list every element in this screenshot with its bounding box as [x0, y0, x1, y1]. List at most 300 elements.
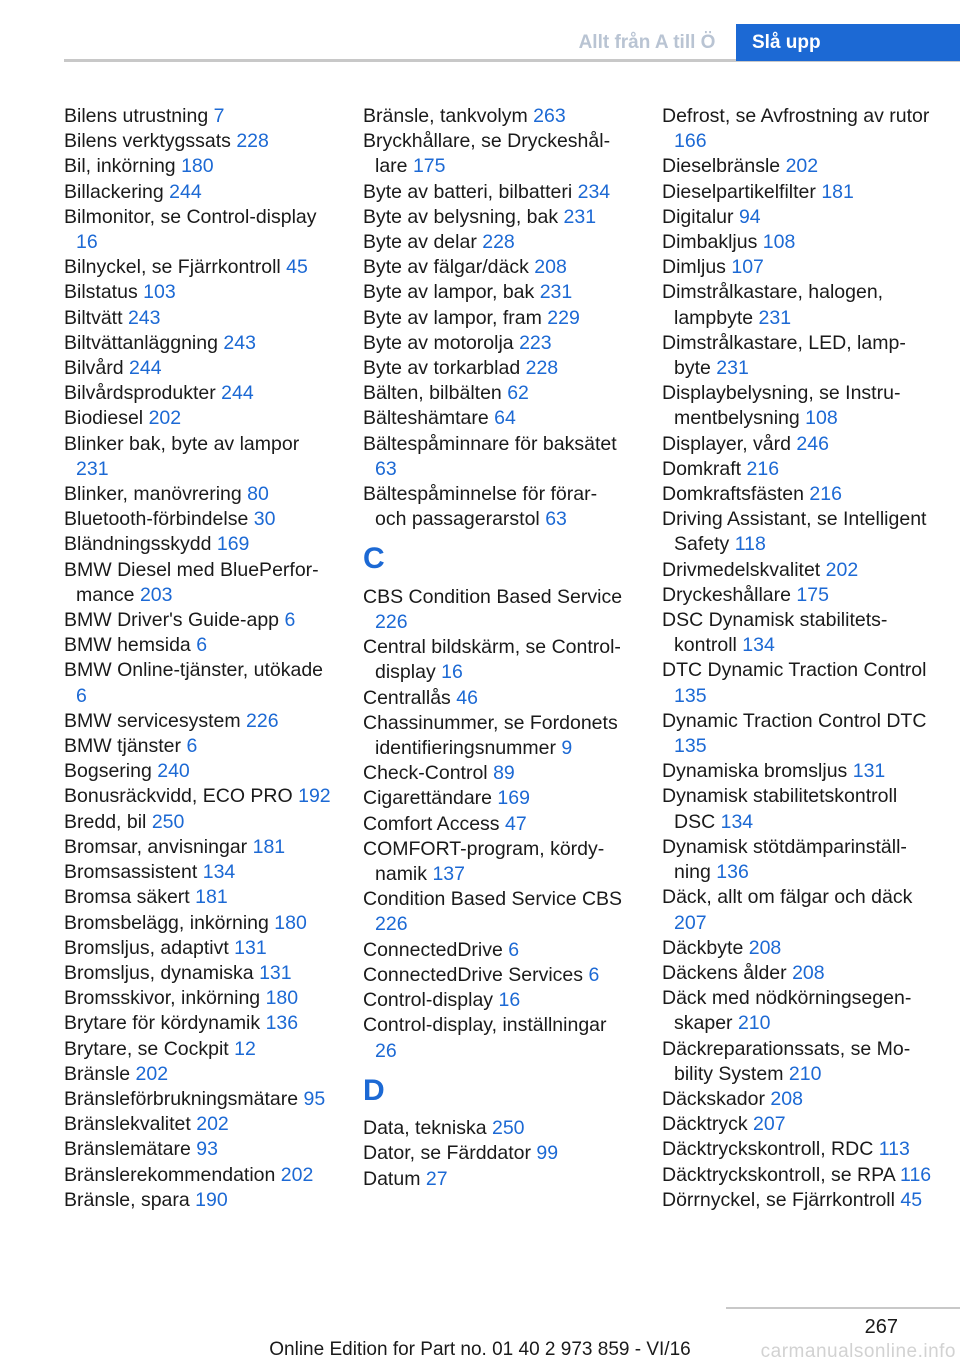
index-entry [363, 585, 633, 635]
index-entry [662, 608, 934, 658]
page-link[interactable]: 202 [135, 1062, 169, 1085]
page-link[interactable]: 6 [186, 735, 198, 758]
index-entry [363, 1013, 633, 1063]
page-link[interactable]: 216 [746, 457, 780, 480]
index-entry [64, 1137, 334, 1162]
page-link[interactable]: 169 [497, 787, 530, 810]
index-entry [363, 635, 633, 685]
page-link[interactable]: 166 [674, 130, 707, 153]
index-entry [363, 963, 633, 988]
page-link[interactable]: 135 [674, 735, 707, 758]
page-link[interactable]: 192 [298, 785, 331, 808]
index-entry [363, 1116, 633, 1141]
index-term: Brytare, se Cockpit [64, 1037, 229, 1060]
page-link[interactable]: 6 [508, 938, 520, 961]
index-entry [64, 633, 334, 658]
index-term: Bilvård [64, 357, 124, 380]
index-entry [363, 255, 633, 280]
page-link[interactable]: 134 [742, 634, 775, 657]
index-column-3 [662, 104, 934, 1213]
index-term: Centrallås [363, 686, 451, 709]
index-entry [64, 1188, 334, 1213]
index-term: Control-display [363, 989, 494, 1012]
index-entry [662, 432, 934, 457]
index-entry [363, 180, 633, 205]
index-term: Byte av batteri, bilbatteri [363, 180, 573, 203]
index-term: Displaybelysning, se Instrumentbelysning [662, 382, 901, 430]
index-term: Bogsering [64, 760, 152, 783]
page-link[interactable]: 202 [196, 1113, 229, 1136]
index-term: Däck, allt om fälgar och däck [662, 886, 913, 909]
index-term: Bälten, bilbälten [363, 382, 502, 405]
index-term: Data, tekniska [363, 1117, 487, 1140]
index-term: Däck med nödkörningsegenskaper [662, 987, 912, 1035]
index-term: Datum [363, 1167, 421, 1190]
index-entry [64, 1087, 334, 1112]
page-link[interactable]: 134 [720, 810, 754, 833]
index-entry [64, 406, 334, 431]
page-link[interactable]: 137 [432, 863, 465, 886]
index-term: Däcktryck [662, 1113, 748, 1136]
page-link[interactable]: 181 [252, 835, 286, 858]
page-link[interactable]: 231 [716, 357, 749, 380]
index-entry [662, 1137, 934, 1162]
index-term: Domkraft [662, 457, 742, 480]
index-term: Bilstatus [64, 281, 138, 304]
index-entry [64, 255, 334, 280]
index-entry [64, 104, 334, 129]
index-term: Bältespåminnelse för förar- och passagerarstol [363, 483, 598, 531]
index-term: Biodiesel [64, 407, 144, 430]
index-entry [363, 381, 633, 406]
index-term: Dimljus [662, 256, 726, 279]
page-link[interactable]: 208 [534, 256, 567, 279]
page-number: 267 [864, 1316, 898, 1338]
index-term: Dynamic Traction Control DTC [662, 709, 927, 732]
page-link[interactable]: 250 [151, 810, 185, 833]
page-link[interactable]: 208 [792, 961, 825, 984]
index-entry [64, 356, 334, 381]
index-term: Bilvårdsprodukter [64, 382, 216, 405]
index-term: Bromsbelägg, inkörning [64, 911, 269, 934]
index-term: Däckreparationssats, se Mobility System [662, 1037, 911, 1085]
page-link[interactable]: 180 [265, 987, 299, 1010]
index-term: Condition Based Service CBS [363, 888, 623, 911]
page-link[interactable]: 64 [494, 407, 516, 430]
index-entry [363, 482, 633, 532]
page-link[interactable]: 63 [375, 457, 397, 480]
index-term: Comfort Access [363, 812, 500, 835]
index-term: Bländningsskydd [64, 533, 212, 556]
index-entry [64, 608, 334, 633]
page-link[interactable]: 263 [533, 105, 566, 127]
index-entry [64, 432, 334, 482]
page-link[interactable]: 45 [286, 256, 308, 279]
index-entry [662, 1188, 934, 1213]
index-entry [662, 558, 934, 583]
index-entry [363, 104, 633, 129]
index-entry [662, 230, 934, 255]
page-link[interactable]: 46 [456, 686, 478, 709]
index-term: BMW Diesel med BluePerformance [64, 558, 319, 606]
index-term: Dynamisk stötdämparinställning [662, 835, 907, 884]
index-entry [662, 658, 934, 708]
index-column-1 [64, 104, 334, 1213]
index-entry [662, 1087, 934, 1112]
index-entry [64, 280, 334, 305]
index-term: Control-display, inställningar [363, 1014, 607, 1037]
index-entry [662, 885, 934, 935]
index-term: Driving Assistant, se Intelligent Safety [662, 508, 927, 556]
page-link[interactable]: 208 [770, 1087, 803, 1110]
watermark: carmanualsonline.info [760, 1341, 956, 1362]
page-link[interactable]: 93 [196, 1138, 218, 1161]
page-link[interactable]: 223 [519, 331, 552, 354]
edition-note: Online Edition for Part no. 01 40 2 973 859 - VI/16 [269, 1339, 691, 1360]
page-link[interactable]: 210 [737, 1012, 771, 1035]
index-term: Dörrnyckel, se Fjärrkontroll [662, 1188, 895, 1211]
index-term: Byte av fälgar/däck [363, 256, 529, 279]
index-entry [64, 759, 334, 784]
page-link[interactable]: 118 [734, 533, 766, 556]
index-entry [64, 558, 334, 608]
index-term: Dimbakljus [662, 231, 758, 254]
page-link[interactable]: 202 [825, 558, 859, 581]
index-term: Bränsleförbrukningsmätare [64, 1087, 299, 1110]
index-term: Byte av lampor, bak [363, 281, 535, 304]
page-link[interactable]: 244 [169, 180, 202, 203]
index-entry [64, 911, 334, 936]
index-entry [662, 381, 934, 431]
page-link[interactable]: 202 [785, 155, 819, 178]
index-entry [363, 432, 633, 482]
index-entry [363, 761, 633, 786]
page-link[interactable]: 131 [852, 760, 886, 783]
index-entry [64, 709, 334, 734]
index-term: Bromsskivor, inkörning [64, 987, 261, 1010]
page-link[interactable]: 180 [181, 155, 214, 178]
page-link[interactable]: 27 [425, 1167, 448, 1190]
page-link[interactable]: 207 [674, 911, 707, 934]
page-link[interactable]: 6 [76, 684, 87, 707]
index-entry [363, 711, 633, 761]
index-entry [662, 961, 934, 986]
index-entry [662, 280, 934, 330]
section-letter: C [363, 542, 385, 576]
index-entry [64, 885, 334, 910]
index-term: Dryckeshållare [662, 583, 791, 606]
page-link[interactable]: 16 [441, 661, 463, 684]
page-link[interactable]: 202 [148, 407, 182, 430]
index-entry [64, 986, 334, 1011]
index-term: Bränslekvalitet [64, 1113, 191, 1136]
index-term: Byte av motorolja [363, 331, 514, 354]
index-entry [64, 154, 334, 179]
index-term: Bälteshämtare [363, 407, 489, 430]
index-term: Bältespåminnare för baksätet [363, 432, 617, 455]
index-column-2 [363, 104, 633, 1192]
index-entry [662, 457, 934, 482]
page-link[interactable]: 116 [900, 1163, 932, 1186]
index-term: BMW tjänster [64, 735, 182, 758]
index-entry [662, 1112, 934, 1137]
index-entry [64, 1163, 334, 1188]
index-term: Byte av torkarblad [363, 357, 521, 380]
index-term: Bilens utrustning [64, 105, 209, 127]
page-link[interactable]: 202 [280, 1163, 314, 1186]
index-entry [662, 255, 934, 280]
index-entry [363, 356, 633, 381]
page-link[interactable]: 16 [498, 989, 521, 1012]
index-entry [64, 381, 334, 406]
page-link[interactable]: 136 [716, 861, 749, 884]
index-term: Digitalur [662, 205, 734, 228]
index-term: Billackering [64, 180, 164, 203]
index-term: Biltvättanläggning [64, 331, 218, 354]
page-link[interactable]: 210 [788, 1062, 822, 1085]
index-term: Dieselbränsle [662, 155, 781, 178]
page-link[interactable]: 244 [221, 382, 254, 405]
index-term: Bredd, bil [64, 810, 147, 833]
index-entry [64, 784, 334, 809]
page-link[interactable]: 169 [216, 533, 250, 556]
index-term: COMFORT-program, kördynamik [363, 837, 605, 886]
index-term: Bränsle, spara [64, 1188, 190, 1211]
index-entry [64, 532, 334, 557]
index-term: Central bildskärm, se Control-display [363, 636, 621, 684]
index-term: Bränslerekommendation [64, 1163, 276, 1186]
index-entry [363, 1141, 633, 1166]
index-term: DTC Dynamic Traction Control [662, 659, 927, 682]
index-term: Dimstrålkastare, halogen, lampbyte [662, 281, 884, 329]
section-letter: D [363, 1073, 385, 1107]
index-entry [64, 1011, 334, 1036]
page-link[interactable]: 107 [731, 256, 764, 279]
page-link[interactable]: 99 [536, 1142, 559, 1165]
index-entry [662, 759, 934, 784]
index-entry [363, 837, 633, 887]
page-link[interactable]: 47 [504, 812, 527, 835]
page-link[interactable]: 243 [127, 306, 161, 329]
index-entry [363, 786, 633, 811]
index-entry [363, 280, 633, 305]
page-link[interactable]: 103 [143, 281, 176, 304]
index-term: Bromsljus, dynamiska [64, 961, 254, 984]
tab-sla-upp[interactable]: Slå upp [736, 24, 960, 61]
index-term: Chassinummer, se Fordonets identifieringsnummer [363, 711, 618, 760]
page-link[interactable]: 113 [878, 1138, 910, 1161]
page-link[interactable]: 131 [259, 961, 292, 984]
index-term: BMW servicesystem [64, 709, 241, 732]
index-entry [662, 936, 934, 961]
page-link[interactable]: 244 [129, 357, 162, 380]
index-entry [363, 406, 633, 431]
index-term: Dator, se Färddator [363, 1142, 531, 1165]
page-link[interactable]: 45 [900, 1188, 923, 1211]
index-term: Byte av delar [363, 231, 477, 254]
page-link[interactable]: 62 [507, 382, 529, 405]
index-entry [662, 784, 934, 834]
page-link[interactable]: 231 [76, 457, 109, 480]
page-link[interactable]: 226 [375, 913, 408, 936]
page-link[interactable]: 108 [762, 231, 796, 254]
footer-rule [726, 1307, 960, 1309]
page-link[interactable]: 175 [412, 155, 446, 178]
index-term: Drivmedelskvalitet [662, 558, 821, 581]
index-term: Bränsle [64, 1062, 131, 1085]
index-entry [662, 104, 934, 154]
index-term: Blinker bak, byte av lampor [64, 432, 300, 455]
index-term: Bluetooth-förbindelse [64, 508, 249, 531]
index-term: CBS Condition Based Service [363, 585, 623, 608]
page-link[interactable]: 16 [76, 231, 98, 254]
page-link[interactable]: 243 [223, 331, 256, 354]
index-term: Däcktryckskontroll, RDC [662, 1138, 874, 1161]
page-link[interactable]: 228 [482, 231, 515, 254]
page-link[interactable]: 12 [234, 1037, 256, 1060]
index-term: Byte av belysning, bak [363, 205, 559, 228]
page-link[interactable]: 231 [563, 205, 597, 228]
index-term: Displayer, vård [662, 432, 791, 455]
page-link[interactable]: 246 [796, 432, 829, 455]
index-entry [363, 988, 633, 1013]
index-term: Dynamiska bromsljus [662, 760, 848, 783]
index-entry [662, 986, 934, 1036]
index-term: Däckens ålder [662, 961, 787, 984]
index-term: Bonusräckvidd, ECO PRO [64, 785, 293, 808]
index-entry [64, 835, 334, 860]
index-entry [64, 205, 334, 255]
page-link[interactable]: 80 [247, 483, 269, 506]
page-link[interactable]: 226 [375, 611, 408, 634]
page-link[interactable]: 234 [577, 180, 611, 203]
index-term: Bromsa säkert [64, 886, 190, 909]
index-term: Cigarettändare [363, 787, 492, 810]
index-entry [64, 482, 334, 507]
index-term: BMW Driver's Guide-app [64, 609, 280, 632]
page-link[interactable]: 6 [284, 609, 296, 632]
tab-allt-fran-a-till-o[interactable]: Allt från A till Ö [578, 31, 716, 53]
page-link[interactable]: 229 [547, 306, 580, 329]
page-link[interactable]: 136 [265, 1012, 299, 1035]
index-term: Bilens verktygssats [64, 130, 231, 153]
index-entry [64, 658, 334, 708]
page-link[interactable]: 181 [821, 180, 854, 203]
index-term: Domkraftsfästen [662, 483, 804, 506]
page-link[interactable]: 240 [157, 760, 190, 783]
page-link[interactable]: 208 [748, 936, 782, 959]
index-entry [64, 180, 334, 205]
index-term: Bromsar, anvisningar [64, 835, 248, 858]
index-term: Bromsassistent [64, 861, 198, 884]
index-entry [363, 331, 633, 356]
page-link[interactable]: 207 [753, 1113, 786, 1136]
index-term: Bilmonitor, se Control-display [64, 205, 317, 228]
index-entry [363, 887, 633, 937]
index-term: Defrost, se Avfrostning av rutor [662, 105, 930, 127]
page-link[interactable]: 63 [545, 508, 567, 531]
index-term: Dieselpartikelfilter [662, 180, 816, 203]
index-term: Däckskador [662, 1087, 765, 1110]
index-entry [662, 482, 934, 507]
index-term: Bränsle, tankvolym [363, 105, 528, 127]
page-link[interactable]: 95 [303, 1087, 326, 1110]
page-link[interactable]: 228 [525, 357, 559, 380]
page-link[interactable]: 26 [375, 1039, 397, 1062]
index-entry [363, 306, 633, 331]
index-entry [64, 734, 334, 759]
index-term: ConnectedDrive [363, 938, 503, 961]
page-link[interactable]: 134 [202, 861, 236, 884]
page-link[interactable]: 226 [246, 709, 279, 732]
index-term: Bil, inkörning [64, 155, 176, 178]
page-link[interactable]: 135 [674, 684, 707, 707]
page-link[interactable]: 108 [805, 407, 838, 430]
index-entry [662, 835, 934, 885]
index-term: Däckbyte [662, 936, 744, 959]
index-term: Byte av lampor, fram [363, 306, 542, 329]
index-entry [363, 1167, 633, 1192]
index-entry [662, 507, 934, 557]
index-term: Bilnyckel, se Fjärrkontroll [64, 256, 281, 279]
page-link[interactable]: 231 [758, 306, 792, 329]
index-entry [662, 1037, 934, 1087]
page-link[interactable]: 7 [213, 105, 225, 127]
page-link[interactable]: 180 [274, 911, 307, 934]
index-entry [662, 709, 934, 759]
page-link[interactable]: 9 [561, 737, 573, 760]
index-entry [64, 961, 334, 986]
index-term: Bromsljus, adaptivt [64, 936, 229, 959]
page-link[interactable]: 190 [195, 1188, 228, 1211]
index-entry [363, 812, 633, 837]
page-link[interactable]: 94 [738, 205, 761, 228]
index-term: DSC Dynamisk stabilitetskontroll [662, 609, 888, 657]
index-entry [64, 1037, 334, 1062]
page-link[interactable]: 175 [796, 583, 829, 606]
page-link[interactable]: 231 [539, 281, 573, 304]
index-entry [363, 230, 633, 255]
page-link[interactable]: 181 [195, 886, 228, 909]
index-entry [363, 129, 633, 179]
index-entry [64, 1062, 334, 1087]
index-term: BMW hemsida [64, 634, 191, 657]
page-link[interactable]: 203 [139, 583, 173, 606]
index-entry [64, 936, 334, 961]
index-entry [662, 1163, 934, 1188]
index-term: Blinker, manövrering [64, 483, 242, 506]
index-entry [64, 1112, 334, 1137]
index-entry [662, 331, 934, 381]
page-link[interactable]: 6 [196, 634, 208, 657]
index-term: Biltvätt [64, 306, 123, 329]
index-entry [662, 180, 934, 205]
page-link[interactable]: 216 [809, 483, 842, 506]
index-entry [64, 810, 334, 835]
page-link[interactable]: 6 [588, 963, 600, 986]
page-link[interactable]: 89 [493, 762, 515, 785]
index-entry [64, 129, 334, 154]
page-link[interactable]: 228 [236, 130, 269, 153]
index-entry [363, 205, 633, 230]
index-entry [662, 583, 934, 608]
page-link[interactable]: 30 [253, 508, 276, 531]
index-entry [64, 860, 334, 885]
page-link[interactable]: 250 [491, 1117, 525, 1140]
page-link[interactable]: 131 [234, 936, 267, 959]
index-entry [64, 306, 334, 331]
index-term: Brytare för kördynamik [64, 1012, 261, 1035]
